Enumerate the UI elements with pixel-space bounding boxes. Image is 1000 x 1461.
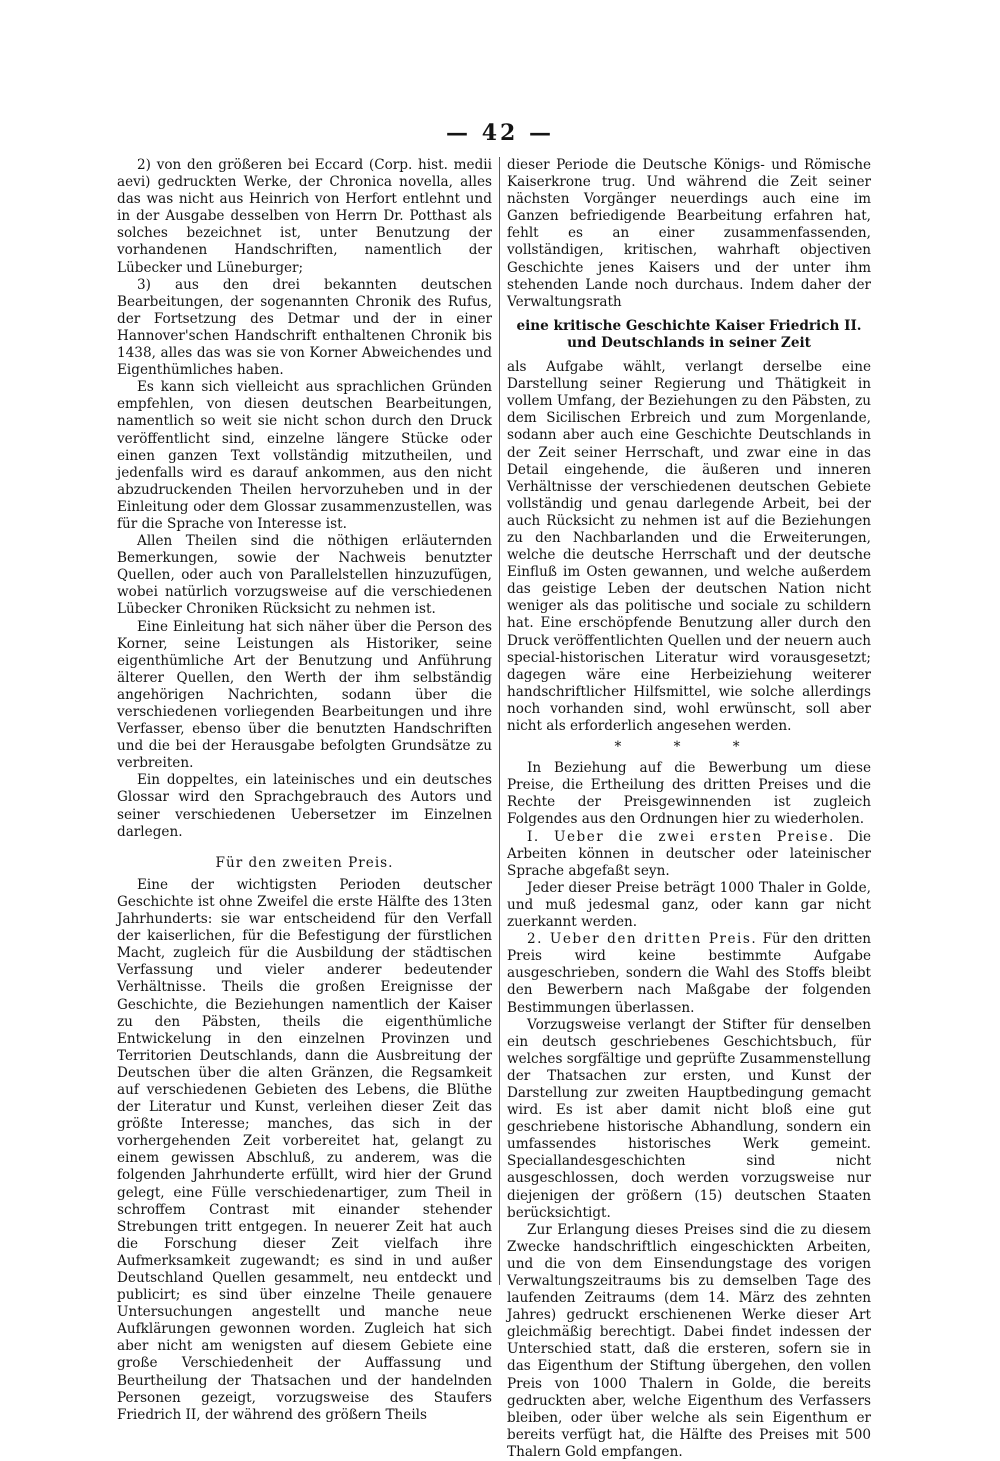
paragraph-continuation: dieser Periode die Deutsche Königs- und Römische Kaiserkrone trug. Und während die Zeit seiner nächsten Vorgänger neuerdings auch eine im Ganzen befriedigende Bearbeitung erfahren hat, fehlt es an einer zusammenfassenden, vollständigen, kritischen, wahrhaft objectiven Geschichte jenes Kaisers und der unter ihm stehenden Lande noch durchaus. Indem daher der Verwaltungsrath xyxy=(507,157,871,310)
first-prizes-label: I. Ueber die zwei ersten Preise. xyxy=(527,828,835,845)
paragraph-item-2: 2) von den größeren bei Eccard (Corp. hist. medii aevi) gedruckten Werke, der Chronica novella, alles das was nicht aus Heinrich von Herfort entlehnt und in der Ausgabe desselben von Herrn Dr. Potthast als solches bezeichnet ist, unter Benutzung der vorhandenen Handschriften, namentlich der Lübecker und Lüneburger; xyxy=(117,157,492,276)
prize-topic: eine kritische Geschichte Kaiser Friedrich II. und Deutschlands in seiner Zeit xyxy=(516,317,862,351)
paragraph-item-3: 3) aus den drei bekannten deutschen Bearbeitungen, der sogenannten Chronik des Rufus, der Fortsetzung des Detmar und der in einer Hannover'schen Handschrift enthaltenen Chronik bis 1438, alles das was sie von Korner Abweichendes und Eigenthümliches haben. xyxy=(117,276,492,379)
paragraph-preferences: Vorzugsweise verlangt der Stifter für denselben ein deutsch geschriebenes Geschichtsbuch, für welches sorgfältige und geprüfte Zusammenstellung der Thatsachen zur ersten, und Kunst der Darstellung zur zweiten Hauptbedingung gemacht wird. Es ist aber damit nicht bloß eine gut geschriebene historische Abhandlung, sondern ein umfassendes historisches Werk gemeint. Speciallandesgeschichten sind nicht ausgeschlossen, doch werden vorzugsweise nur diejenigen der größern (15) deutschen Staaten berücksichtigt. xyxy=(507,1016,871,1221)
first-prizes-text: Die Arbeiten können in deutscher oder lateinischer Sprache abgefaßt seyn. xyxy=(507,828,871,879)
page-number: — 42 — xyxy=(446,120,554,146)
paragraph-first-prizes xyxy=(507,829,871,880)
third-prize-text: Für den dritten Preis wird keine bestimmte Aufgabe ausgeschrieben, sondern die Wahl des Stoffs bleibt den Bewerbern nach Maßgabe der folgenden Bestimmungen überlassen. xyxy=(507,931,871,1016)
third-prize-label: 2. Ueber den dritten Preis. xyxy=(527,931,758,948)
paragraph-eligibility: Zur Erlangung dieses Preises sind die zu diesem Zwecke handschriftlich eingeschickten Arbeiten, und die von dem Einsendungstage des vorigen Verwaltungszeitraums bis zu demselben Tage des laufenden Zeitraums (dem 14. März des zehnten Jahres) gedruckt erschienenen Werke dieser Art gleichmäßig berechtigt. Dabei findet indessen der Unterschied statt, daß die ersteren, sofern sie in das Eigenthum der Stiftung übergehen, den vollen Preis von 1000 Thalern in Golde, die bereits gedruckten aber, welche Eigenthum des Verfassers bleiben, oder über welche als sein Eigenthum er bereits verfügt hat, die Hälfte des Preises mit 500 Thalern Gold empfangen. xyxy=(507,1221,871,1460)
paragraph-requirements: als Aufgabe wählt, verlangt derselbe eine Darstellung seiner Regierung und Thätigkeit in vollem Umfang, der Beziehungen zu den Päbsten, zu dem Sicilischen Erbreich und zum Morgenlande, sodann aber auch eine Geschichte Deutschlands in der Zeit seiner Herrschaft, und zwar eine in das Detail eingehende, die äußeren und inneren Verhältnisse der verschiedenen deutschen Gebiete vollständig und genau darlegende Arbeit, bei der auch Rücksicht zu nehmen ist auf die Beziehungen zu den Nachbarlanden und die Erweiterungen, welche die deutsche Herrschaft und der deutsche Einfluß im Osten gewannen, und welche außerdem das geistige Leben der deutschen Nation nicht weniger als das politische und sociale zu schildern hat. Eine erschöpfende Benutzung aller durch den Druck veröffentlichten Quellen und der neuern auch special-historischen Literatur wird vorausgesetzt; dagegen wäre eine Herbeiziehung weiterer handschriftlicher Hilfsmittel, wie solche allerdings noch vorhanden sind, wohl erwünscht, soll aber nicht als erforderlich angesehen werden. xyxy=(507,359,871,734)
column-divider xyxy=(499,157,500,1285)
paragraph-introduction: Eine Einleitung hat sich näher über die Person des Korner, seine Leistungen als Historiker, seine eigenthümliche Art der Benutzung und Anführung älterer Quellen, den Werth der ihm selbständig angehörigen Nachrichten, sodann über die verschiedenen vorliegenden Bearbeitungen und ihre Verfasser, ebenso über die benutzten Handschriften und die bei der Herausgabe befolgten Grundsätze zu verbreiten. xyxy=(117,618,492,772)
left-column xyxy=(117,157,492,1424)
paragraph-period: Eine der wichtigsten Perioden deutscher Geschichte ist ohne Zweifel die erste Hälfte des 13ten Jahrhunderts: sie war entscheidend für den Verfall der kaiserlichen, für die Befestigung der fürstlichen Macht, zugleich für die Ausbildung der städtischen Verfassung und vieler anderer bedeutender Verhältnisse. Theils die großen Ereignisse der Geschichte, die Beziehungen namentlich der Kaiser zu den Päbsten, theils die eigenthümliche Entwickelung in den einzelnen Provinzen und Territorien Deutschlands, dann die Ausbreitung der Deutschen über die alten Gränzen, die Regsamkeit auf verschiedenen Gebieten des Lebens, die Blüthe der Literatur und Kunst, verleihen dieser Zeit das größte Interesse; manches, das sich in der vorhergehenden Zeit vorbereitet hat, gelangt zu einem gewissen Abschluß, zu anderem, was die folgenden Jahrhunderte erfüllt, wird hier der Grund gelegt, eine Fülle verschiedenartiger, zum Theil in schroffem Contrast mit einander stehender Strebungen tritt entgegen. In neuerer Zeit hat auch die Forschung dieser Zeit vielfach ihre Aufmerksamkeit zugewandt; es sind in und außer Deutschland Quellen gesammelt, neu entdeckt und publicirt; es sind über einzelne Theile genauere Untersuchungen angestellt und manche neue Aufklärungen gewonnen worden. Zugleich hat sich aber nicht am wenigsten auf diesem Gebiete eine große Verschiedenheit der Auffassung und Beurtheilung der Thatsachen und der handelnden Personen gezeigt, vorzugsweise des Staufers Friedrich II, der während des größern Theils xyxy=(117,876,492,1423)
section-separator: * * * xyxy=(614,739,764,756)
section-heading-second-prize: Für den zweiten Preis. xyxy=(215,854,394,871)
paragraph-language: Es kann sich vielleicht aus sprachlichen Gründen empfehlen, von diesen deutschen Bearbeitungen, namentlich so weit sie nicht schon durch den Druck veröffentlicht sind, einzelne längere Stücke oder einen ganzen Text vollständig mitzutheilen, und jedenfalls wird es darauf ankommen, aus den nicht abzudruckenden Theilen hervorzuheben und in der Einleitung oder dem Glossar zusammenzustellen, was für die Sprache von Interesse ist. xyxy=(117,379,492,532)
paragraph-application: In Beziehung auf die Bewerbung um diese Preise, die Ertheilung des dritten Preises und die Rechte der Preisgewinnenden ist zugleich Folgendes aus den Ordnungen hier zu wiederholen. xyxy=(507,760,871,828)
paragraph-prize-amount: Jeder dieser Preise beträgt 1000 Thaler in Golde, und muß jedesmal ganz, oder kann gar nicht zuerkannt werden. xyxy=(507,879,871,931)
paragraph-third-prize xyxy=(507,931,871,1016)
right-column xyxy=(507,157,871,1461)
paragraph-glossary: Ein doppeltes, ein lateinisches und ein deutsches Glossar wird den Sprachgebrauch des Autors und seiner verschiedenen Uebersetzer im Einzelnen darlegen. xyxy=(117,772,492,840)
paragraph-remarks: Allen Theilen sind die nöthigen erläuternden Bemerkungen, sowie der Nachweis benutzter Quellen, oder auch von Parallelstellen hinzuzufügen, wobei natürlich vorzugsweise auf die verschiedenen Lübecker Chroniken Rücksicht zu nehmen ist. xyxy=(117,533,492,618)
